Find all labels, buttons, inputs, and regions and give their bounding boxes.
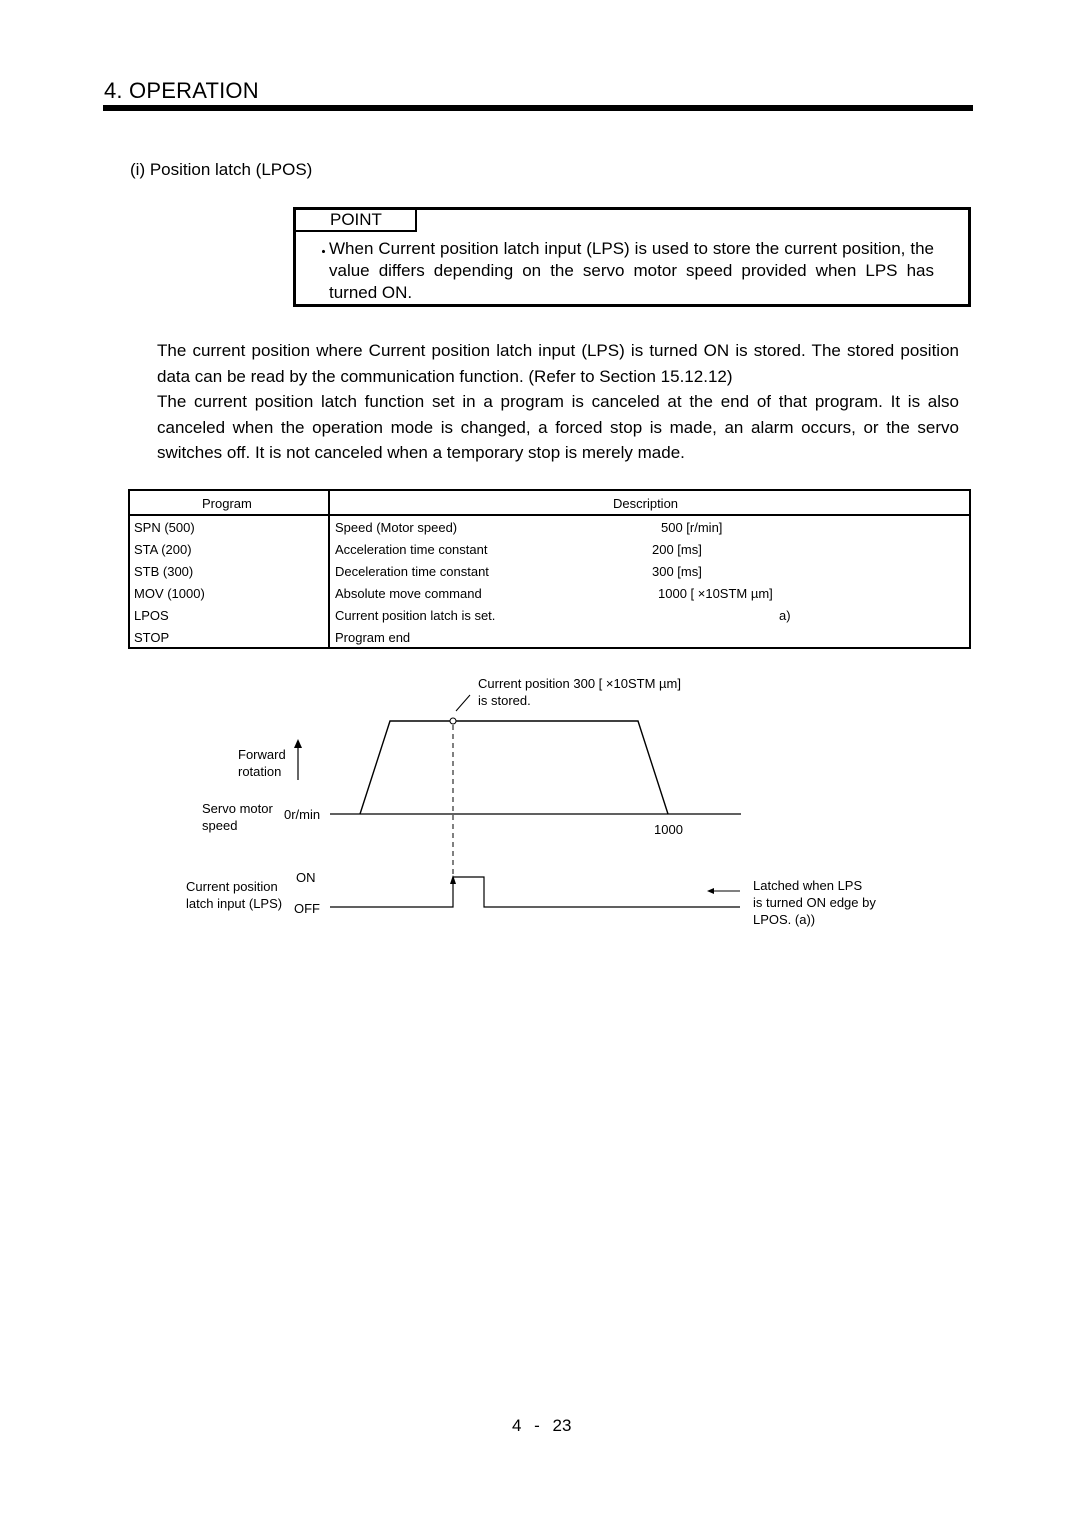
table-cell-description: Absolute move command: [335, 586, 482, 601]
speed-profile: [360, 721, 668, 814]
table-cell-description: Speed (Motor speed): [335, 520, 458, 535]
stored-note-line2: is stored.: [478, 693, 531, 708]
table-cell-program: STA (200): [134, 542, 192, 557]
table-cell-description: Acceleration time constant: [335, 542, 488, 557]
note-pointer: [456, 695, 470, 711]
forward-arrow-head: [294, 739, 302, 748]
off-label: OFF: [294, 901, 320, 916]
table-cell-description: Current position latch is set.: [335, 608, 496, 623]
table-header-description: Description: [613, 496, 679, 511]
move-value-label: 1000: [654, 822, 683, 837]
chapter-title: 4. OPERATION: [104, 78, 259, 103]
page-number: 4 - 23: [512, 1416, 572, 1435]
table-cell-value: 300 [ms]: [652, 564, 702, 579]
point-label: POINT: [330, 210, 382, 229]
table-cell-description: Deceleration time constant: [335, 564, 489, 579]
paragraph-latch-cancel: The current position latch function set in a program is canceled at the end of that program. It is also canceled when the operation mode is changed, a forced stop is made, an alarm occurs, or the servo switches off. It is not canceled when a temporary stop is merely made.: [157, 392, 959, 462]
forward-label-line1: Forward: [238, 747, 286, 762]
latch-note-line1: Latched when LPS: [753, 878, 863, 893]
table-cell-value: 200 [ms]: [652, 542, 702, 557]
paragraph-latch-storage: The current position where Current position latch input (LPS) is turned ON is stored. The stored position data can be read by the communication function. (Refer to Section 15.12.12): [157, 341, 959, 386]
lps-label-line2: latch input (LPS): [186, 896, 283, 911]
stored-note-line1: Current position 300 [ ×10STM µm]: [478, 676, 681, 691]
latch-note-arrow-head: [707, 888, 714, 894]
table-cell-program: STOP: [134, 630, 170, 645]
table-cell-value: 500 [r/min]: [661, 520, 723, 535]
speed-label-line2: speed: [202, 818, 238, 833]
point-bullet: ・: [315, 243, 332, 262]
table-cell-program: SPN (500): [134, 520, 195, 535]
latch-point-marker: [450, 718, 456, 724]
forward-label-line2: rotation: [238, 764, 282, 779]
latch-note-line3: LPOS. (a)): [753, 912, 816, 927]
table-cell-note: a): [779, 608, 791, 623]
table-cell-description: Program end: [335, 630, 411, 645]
lps-signal: [330, 877, 740, 907]
section-title: (i) Position latch (LPOS): [130, 160, 313, 179]
lps-label-line1: Current position: [186, 879, 278, 894]
table-cell-program: STB (300): [134, 564, 194, 579]
zero-speed-label: 0r/min: [284, 807, 321, 822]
table-cell-program: LPOS: [134, 608, 169, 623]
lps-edge-arrow: [450, 875, 456, 884]
on-label: ON: [296, 870, 316, 885]
table-cell-value: 1000 [ ×10STM µm]: [658, 586, 773, 601]
table-cell-program: MOV (1000): [134, 586, 205, 601]
table-header-program: Program: [202, 496, 252, 511]
point-text: When Current position latch input (LPS) is used to store the current position, the value differs depending on the servo motor speed provided when LPS has turned ON.: [329, 239, 934, 302]
speed-label-line1: Servo motor: [202, 801, 273, 816]
latch-note-line2: is turned ON edge by: [753, 895, 876, 910]
